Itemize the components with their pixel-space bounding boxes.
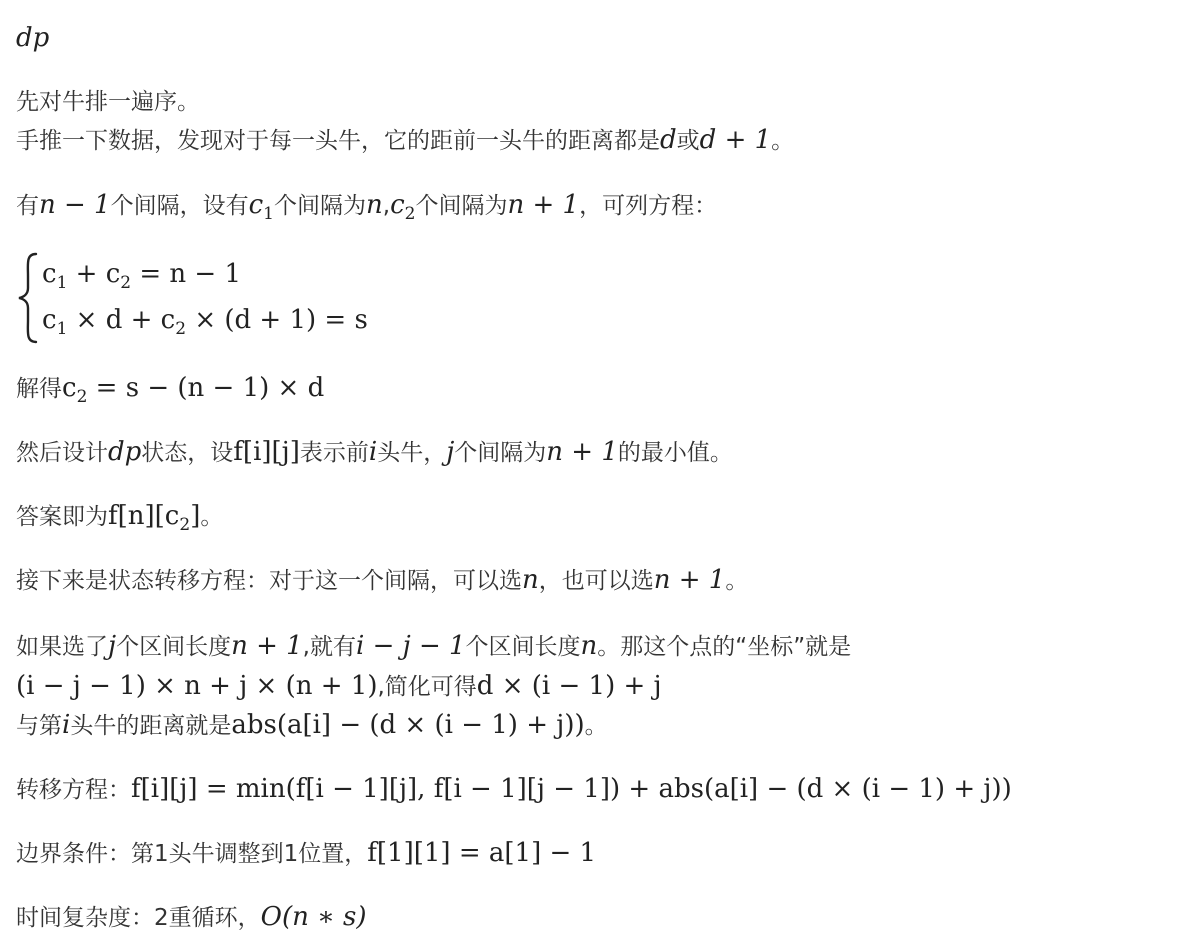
transition-intro-line <box>16 564 748 597</box>
equation-system <box>16 250 436 346</box>
math-j: j <box>446 437 455 467</box>
math-expression: = s − (n − 1) × d <box>87 373 325 403</box>
math-distance-expression: abs(a[i] − (d × (i − 1) + j)) <box>231 710 585 740</box>
text: 如果选了 <box>16 634 108 660</box>
text: ,简化可得 <box>377 674 477 700</box>
subscript: 2 <box>120 273 132 293</box>
title-dp: dp <box>16 23 50 53</box>
text: ,就有 <box>302 634 356 660</box>
text: 。 <box>200 504 224 530</box>
subscript: 1 <box>56 273 68 293</box>
text: , <box>382 193 391 219</box>
text: 。 <box>584 713 608 739</box>
or-text: 或 <box>676 128 700 154</box>
text: 接下来是状态转移方程：对于这一个间隔，可以选 <box>16 568 522 594</box>
text: 解得 <box>16 376 62 402</box>
equation-2 <box>42 304 368 345</box>
math-c: c <box>62 373 77 403</box>
sort-text: 先对牛排一遍序。 <box>16 89 200 115</box>
coordinate-line-2 <box>16 670 662 703</box>
text: 。那这个点的“坐标”就是 <box>597 634 852 660</box>
math-bracket: ] <box>190 501 201 531</box>
math-c1: c <box>248 190 264 220</box>
text: 。 <box>725 568 749 594</box>
math-simplified-expression: d × (i − 1) + j <box>476 671 662 701</box>
math-c2: c <box>390 190 405 220</box>
sort-line <box>16 86 200 118</box>
math-n: n <box>580 631 598 661</box>
math-j: j <box>108 631 117 661</box>
math-n: n <box>522 565 539 595</box>
text: 头牛的距离就是 <box>70 713 232 739</box>
transition-equation-line <box>16 773 1012 806</box>
math-n-minus-1: n − 1 <box>39 190 111 220</box>
subscript: 2 <box>179 515 191 535</box>
text: 答案即为 <box>16 504 108 530</box>
text: × d + c <box>67 305 176 335</box>
math-boundary-expression: f[1][1] = a[1] − 1 <box>367 838 597 868</box>
text: c <box>42 259 57 289</box>
text: 个间隔为 <box>274 193 366 219</box>
subscript: 2 <box>76 387 88 407</box>
observation-text: 手推一下数据，发现对于每一头牛，它的距前一头牛的距离都是 <box>16 128 660 154</box>
math-coordinate-expression: (i − j − 1) × n + j × (n + 1) <box>16 671 378 701</box>
title-line <box>16 22 49 55</box>
text: 的最小值。 <box>617 440 733 466</box>
subscript: 2 <box>175 319 187 339</box>
boundary-label: 边界条件：第1头牛调整到1位置， <box>16 841 368 867</box>
math-n-plus-1: n + 1 <box>653 565 726 595</box>
math-n-plus-1: n + 1 <box>507 190 580 220</box>
text: ，可列方程： <box>579 193 718 219</box>
math-f-n-c: f[n][c <box>108 501 180 531</box>
text: 个间隔为 <box>415 193 508 219</box>
text: × (d + 1) = s <box>186 305 368 335</box>
math-f-i-j: f[i][j] <box>233 437 300 467</box>
math-transition-equation: f[i][j] = min(f[i − 1][j], f[i − 1][j − 1]) + abs(a[i] − (d × (i − 1) + j)) <box>131 774 1012 804</box>
math-i: i <box>368 437 378 467</box>
math-dp: dp <box>108 437 142 467</box>
answer-line <box>16 500 223 541</box>
math-i-j-1: i − j − 1 <box>355 631 466 661</box>
text: 头牛， <box>377 440 447 466</box>
math-n-plus-1: n + 1 <box>231 631 303 661</box>
text: 个区间长度 <box>465 634 581 660</box>
complexity-label: 时间复杂度：2重循环， <box>16 905 261 931</box>
text: = n − 1 <box>131 259 242 289</box>
text: ，也可以选 <box>538 568 654 594</box>
transition-label: 转移方程： <box>16 777 131 803</box>
math-d-plus-1: d + 1 <box>699 125 772 155</box>
interval-line <box>16 189 717 230</box>
math-d: d <box>660 125 677 155</box>
subscript: 1 <box>263 204 274 224</box>
math-complexity: O(n ∗ s) <box>260 902 367 932</box>
math-i: i <box>62 710 71 740</box>
text: + c <box>67 259 121 289</box>
text: c <box>42 305 57 335</box>
solve-line <box>16 372 324 413</box>
text: 然后设计 <box>16 440 108 466</box>
text: 与第 <box>16 713 62 739</box>
text: 有 <box>16 193 39 219</box>
subscript: 2 <box>404 204 416 224</box>
equation-1 <box>42 258 241 299</box>
text: 个间隔，设有 <box>110 193 249 219</box>
subscript: 1 <box>56 319 68 339</box>
text: 表示前 <box>299 440 369 466</box>
observation-line <box>16 124 794 157</box>
coordinate-line-1 <box>16 630 851 663</box>
text: 个区间长度 <box>116 634 232 660</box>
text: 状态，设 <box>141 440 234 466</box>
left-brace-icon <box>16 250 42 346</box>
period: 。 <box>771 128 795 154</box>
design-line <box>16 436 733 469</box>
math-n: n <box>366 190 383 220</box>
coordinate-line-3 <box>16 709 608 742</box>
math-n-plus-1: n + 1 <box>546 437 618 467</box>
boundary-line <box>16 837 596 870</box>
text: 个间隔为 <box>454 440 547 466</box>
complexity-line <box>16 901 367 934</box>
